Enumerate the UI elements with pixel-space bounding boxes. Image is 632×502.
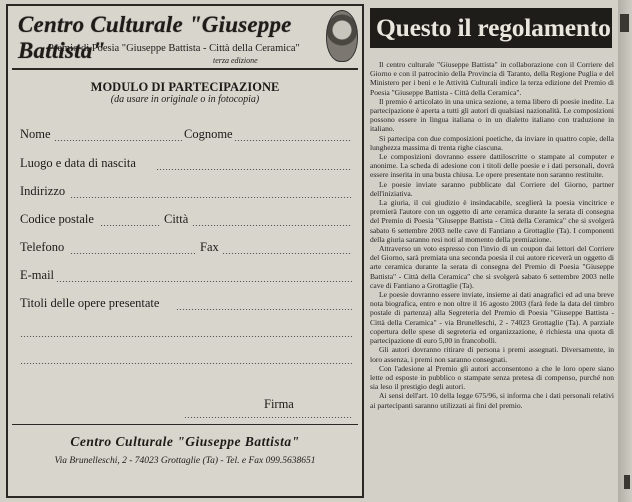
portrait-image [326, 10, 358, 62]
field-line-titoli-2[interactable] [20, 336, 352, 337]
field-label-indirizzo: Indirizzo [20, 184, 66, 198]
article-paragraph: Il premio è articolato in una unica sezione, a tema libero di poesie inedite. La partecipazione è aperta a tutti gli autori di qualsiasi nazionalità. Le composizioni possono essere in lingua italiana o in un dialetto italiano con traduzione in italiano. [370, 96, 614, 134]
field-line-email[interactable] [56, 281, 352, 282]
header-divider [12, 68, 358, 70]
article-title: Questo il regolamento [370, 8, 612, 48]
field-line-luogo[interactable] [156, 169, 352, 170]
field-line-titoli-1[interactable] [176, 309, 352, 310]
article-paragraph: Le composizioni dovranno essere dattiloscritte o stampate al computer e anonime. La scheda di adesione con i titoli delle poesie e i dati personali, dovrà essere inserita in una busta chiusa. Le opere presentate non saranno restituite. [370, 152, 614, 180]
article-paragraph: Con l'adesione al Premio gli autori acconsentono a che le loro opere siano lette od esposte in pubblico o stampate senza pretesa di compenso, purché non sia leso il prestigio degli autori. [370, 363, 614, 392]
edge-mark [624, 475, 630, 489]
article-paragraph: Le poesie dovranno essere inviate, insieme ai dati anagrafici ed ad una breve nota biografica, entro e non oltre il 16 agosto 2003 (farà fede la data del timbro postale di partenza) alla Segreteria del Premio di Poesia "Giuseppe Battista - Città della Ceramica" - via Brunelleschi, 2 - 74023 Grottaglie (Ta). A parziale copertura delle spese di segreteria ed organizzazione, è richiesta una quota di partecipazione di euro 5,00 in francobolli. [370, 290, 614, 346]
footer-title: Centro Culturale "Giuseppe Battista" [70, 434, 300, 449]
firma-label: Firma [264, 397, 294, 411]
field-line-citta[interactable] [192, 225, 352, 226]
form-header-title: Centro Culturale "Giuseppe Battista" [18, 12, 292, 63]
field-label-citta: Città [164, 212, 189, 226]
article-paragraph: Gli autori dovranno ritirare di persona i premi assegnati. Diversamente, in loro assenza, i premi non saranno consegnati. [370, 345, 614, 364]
field-label-luogo: Luogo e data di nascita [20, 156, 136, 170]
field-line-fax[interactable] [222, 253, 352, 254]
module-subtitle: (da usare in originale o in fotocopia) [110, 94, 260, 105]
article-paragraph: Il centro culturale "Giuseppe Battista" in collaborazione con il Corriere del Giorno e con il patrocinio della Provincia di Taranto, della Regione Puglia e del Ministero per i beni e le Attività Culturali indice la terza edizione del Premio di Poesia "Giuseppe Battista - Città della Ceramica". [370, 60, 614, 97]
field-line-codice[interactable] [100, 225, 160, 226]
field-label-telefono: Telefono [20, 240, 65, 254]
field-label-email: E-mail [20, 268, 55, 282]
article-paragraph: Si partecipa con due composizioni poetiche, da inviare in quattro copie, della lunghezza massima di trenta righe ciascuna. [370, 133, 614, 152]
field-line-telefono[interactable] [70, 253, 196, 254]
form-header-subtitle: Premio di Poesia "Giuseppe Battista - Città della Ceramica" [48, 43, 300, 54]
participation-form [6, 4, 364, 498]
field-label-fax: Fax [200, 240, 219, 254]
module-title: MODULO DI PARTECIPAZIONE [90, 80, 280, 94]
article-paragraph: Attraverso un voto espresso con l'invio di un coupon dai lettori del Corriere del Giorno, sarà premiata una seconda poesia il cui autore riceverà un oggetto di arte ceramica durante la serata di consegna del Premio di Poesia "Giuseppe Battista" - Città della Ceramica" che si svolgerà sabato 6 settembre 2003 nelle cave di Fantiano a Grottaglie (Ta). [370, 244, 614, 290]
form-header-edition: terza edizione [213, 56, 258, 65]
page-edge [618, 0, 632, 502]
article-paragraph: Ai sensi dell'art. 10 della legge 675/96, si informa che i dati personali relativi ai partecipanti saranno utilizzati ai fini del premio. [370, 391, 614, 410]
field-line-indirizzo[interactable] [70, 197, 352, 198]
field-line-nome[interactable] [54, 140, 182, 141]
article-paragraph: Le poesie inviate saranno pubblicate dal Corriere del Giorno, partner dell'iniziativa. [370, 179, 614, 198]
regulations-article [366, 4, 616, 498]
article-body [370, 60, 614, 410]
field-line-cognome[interactable] [234, 140, 352, 141]
firma-line[interactable] [184, 417, 352, 418]
form-header [8, 6, 362, 72]
field-label-cognome: Cognome [184, 127, 233, 141]
field-label-codice: Codice postale [20, 212, 94, 226]
edge-mark [620, 14, 629, 32]
footer-divider [12, 424, 358, 425]
article-paragraph: La giuria, il cui giudizio è insindacabile, sceglierà la poesia vincitrice e premierà l'autore con un oggetto di arte ceramica durante la serata di consegna del Premio di Poesia "Giuseppe Battista - Città della Ceramica" che si svolgerà sabato 6 settembre 2003 nelle cave di Fantiano a Grottaglie (Ta). I componenti della giuria saranno resi noti al momento della premiazione. [370, 198, 614, 244]
field-label-titoli: Titoli delle opere presentate [20, 296, 160, 310]
footer-address: Via Brunelleschi, 2 - 74023 Grottaglie (Ta) - Tel. e Fax 099.5638651 [54, 456, 316, 466]
field-label-nome: Nome [20, 127, 51, 141]
field-line-titoli-3[interactable] [20, 363, 352, 364]
